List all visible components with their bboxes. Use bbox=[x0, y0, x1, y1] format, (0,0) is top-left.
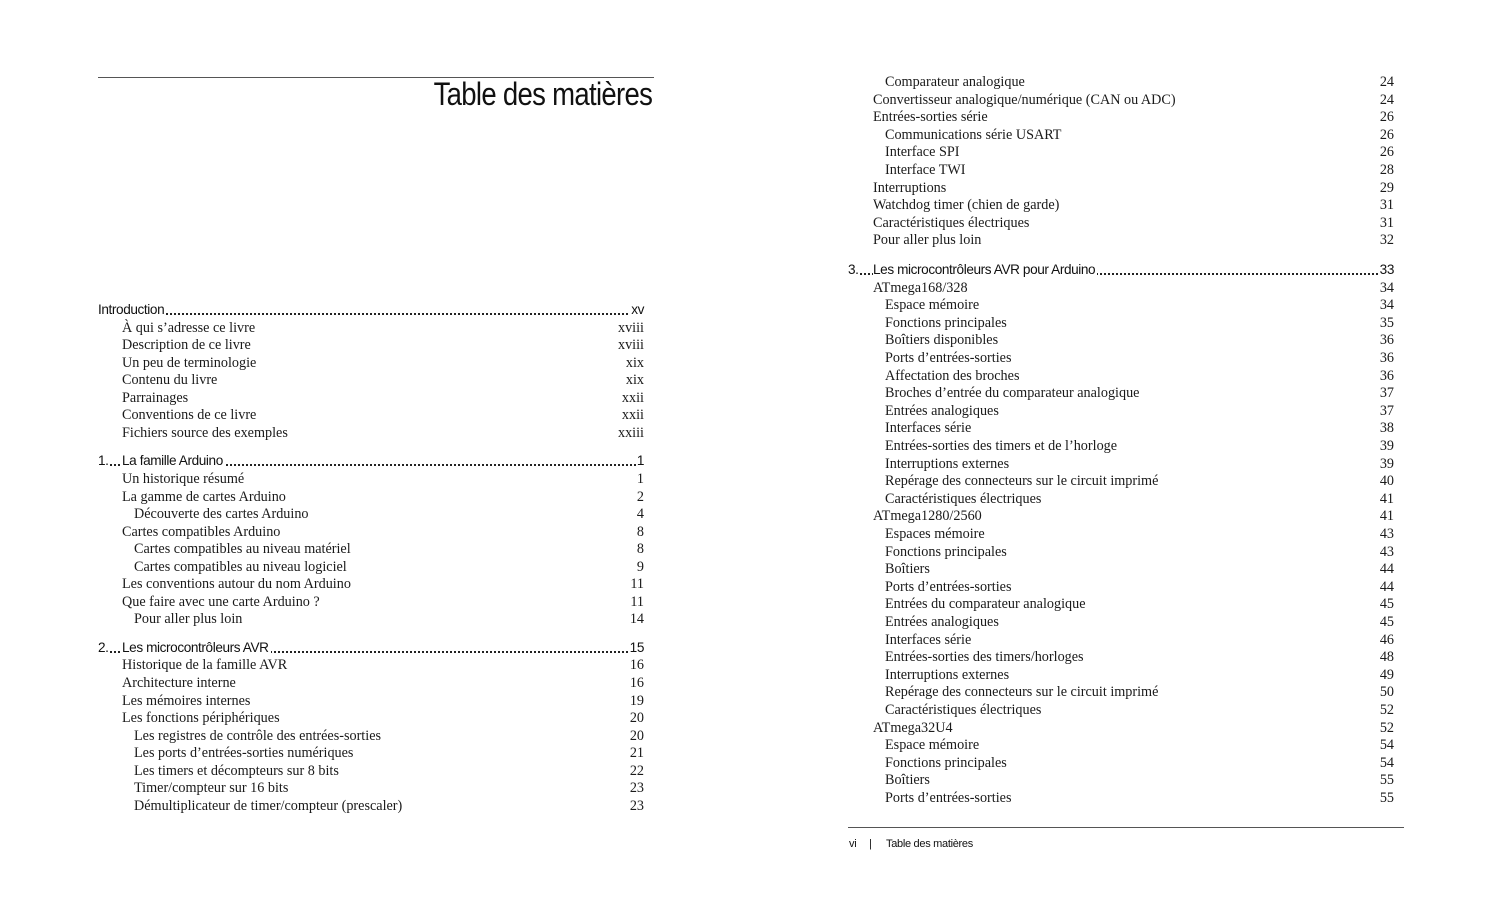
toc-entry-page: xix bbox=[625, 372, 644, 389]
toc-entry-page: 22 bbox=[629, 762, 644, 779]
toc-entry-label: Entrées du comparateur analogique bbox=[885, 596, 1086, 613]
toc-entry-subsection[interactable] bbox=[885, 161, 1394, 179]
toc-entry-page: 24 bbox=[1379, 74, 1394, 90]
toc-entry-label: Fonctions principales bbox=[885, 543, 1007, 560]
toc-entry-subsection[interactable] bbox=[885, 701, 1394, 719]
toc-entry-label: Convertisseur analogique/numérique (CAN ou ADC) bbox=[873, 91, 1176, 108]
toc-entry-label: Ports d’entrées-sorties bbox=[885, 578, 1012, 595]
toc-entry-section[interactable] bbox=[122, 593, 644, 611]
toc-entry-page: 20 bbox=[629, 710, 644, 727]
toc-entry-subsection[interactable] bbox=[885, 666, 1394, 684]
toc-entry-section[interactable] bbox=[122, 424, 644, 442]
toc-entry-section[interactable] bbox=[873, 108, 1394, 126]
toc-entry-page: 55 bbox=[1379, 790, 1394, 806]
footer-rule bbox=[848, 827, 1404, 828]
footer-running-title: Table des matières bbox=[886, 838, 973, 850]
toc-entry-section[interactable] bbox=[873, 279, 1394, 297]
toc-entry-page: 52 bbox=[1379, 702, 1394, 718]
toc-entry-label: Interruptions externes bbox=[885, 666, 1010, 683]
toc-entry-label: Ports d’entrées-sorties bbox=[885, 350, 1012, 366]
toc-entry-subsection[interactable] bbox=[885, 384, 1394, 402]
chapter-number: 2. bbox=[98, 639, 109, 655]
toc-entry-subsection[interactable] bbox=[885, 455, 1394, 473]
toc-entry-label: Démultiplicateur de timer/compteur (prescaler) bbox=[134, 797, 403, 814]
toc-entry-label: Les conventions autour du nom Arduino bbox=[122, 576, 351, 593]
chapter-number: 3. bbox=[848, 262, 859, 277]
toc-entry-label: ATmega32U4 bbox=[873, 719, 953, 736]
toc-entry-section[interactable] bbox=[873, 196, 1394, 214]
toc-entry-label: Watchdog timer (chien de garde) bbox=[873, 197, 1060, 214]
toc-entry-page: 44 bbox=[1379, 578, 1394, 595]
toc-entry-label: Caractéristiques électriques bbox=[885, 702, 1042, 718]
toc-entry-subsection[interactable] bbox=[885, 683, 1394, 701]
toc-entry-page: xviii bbox=[617, 337, 644, 354]
toc-entry-label: Que faire avec une carte Arduino ? bbox=[122, 593, 320, 610]
toc-entry-page: xxii bbox=[621, 407, 644, 424]
toc-entry-chapter[interactable] bbox=[98, 452, 644, 470]
toc-entry-label: Espaces mémoire bbox=[885, 526, 985, 542]
toc-entry-section[interactable] bbox=[122, 470, 644, 488]
toc-entry-page: 26 bbox=[1379, 126, 1394, 143]
toc-entry-page: 8 bbox=[636, 523, 644, 540]
toc-entry-chapter[interactable] bbox=[848, 261, 1394, 279]
toc-entry-subsection[interactable] bbox=[885, 543, 1394, 561]
toc-entry-label: Interface TWI bbox=[885, 162, 966, 178]
toc-entry-section[interactable] bbox=[873, 179, 1394, 197]
toc-entry-page: 46 bbox=[1379, 631, 1394, 648]
toc-entry-page: 31 bbox=[1379, 197, 1394, 214]
toc-entry-label: Fonctions principales bbox=[885, 314, 1007, 331]
toc-entry-page: xv bbox=[631, 302, 644, 317]
toc-entry-page: xxiii bbox=[617, 424, 644, 441]
toc-entry-subsection[interactable] bbox=[885, 349, 1394, 367]
toc-entry-label: Les microcontrôleurs AVR pour Arduino bbox=[873, 262, 1096, 277]
toc-entry-page: 32 bbox=[1379, 232, 1394, 249]
toc-entry-label: Entrées-sorties série bbox=[873, 109, 988, 126]
toc-entry-subsection[interactable] bbox=[885, 296, 1394, 314]
toc-entry-page: 36 bbox=[1379, 332, 1394, 349]
toc-entry-page: 34 bbox=[1379, 297, 1394, 314]
leader-dots bbox=[98, 313, 644, 315]
toc-entry-page: 26 bbox=[1379, 144, 1394, 161]
toc-entry-page: 23 bbox=[629, 797, 644, 814]
page-title: Table des matières bbox=[433, 76, 652, 112]
toc-entry-label: Parrainages bbox=[122, 389, 189, 406]
toc-entry-subsection[interactable] bbox=[885, 419, 1394, 437]
toc-entry-subsection[interactable] bbox=[134, 797, 644, 815]
toc-entry-label: Ports d’entrées-sorties bbox=[885, 790, 1012, 806]
toc-entry-page: 36 bbox=[1379, 367, 1394, 384]
toc-entry-page: 1 bbox=[636, 453, 644, 469]
toc-entry-subsection[interactable] bbox=[885, 402, 1394, 420]
toc-entry-subsection[interactable] bbox=[134, 762, 644, 780]
toc-entry-section[interactable] bbox=[122, 656, 644, 674]
toc-entry-label: Cartes compatibles au niveau logiciel bbox=[134, 558, 347, 575]
toc-entry-page: 35 bbox=[1379, 314, 1394, 331]
toc-entry-subsection[interactable] bbox=[885, 595, 1394, 613]
toc-entry-subsection[interactable] bbox=[134, 540, 644, 558]
toc-entry-subsection[interactable] bbox=[885, 126, 1394, 144]
toc-entry-subsection[interactable] bbox=[885, 525, 1394, 543]
toc-entry-page: 43 bbox=[1379, 543, 1394, 560]
toc-entry-subsection[interactable] bbox=[885, 472, 1394, 490]
toc-entry-label: Les mémoires internes bbox=[122, 692, 251, 709]
toc-entry-subsection[interactable] bbox=[885, 314, 1394, 332]
toc-entry-page: 40 bbox=[1379, 473, 1394, 490]
toc-entry-page: 29 bbox=[1379, 179, 1394, 196]
toc-entry-page: 15 bbox=[629, 639, 644, 655]
toc-entry-subsection[interactable] bbox=[885, 578, 1394, 596]
toc-entry-page: 37 bbox=[1379, 402, 1394, 419]
toc-entry-label: Un historique résumé bbox=[122, 470, 245, 487]
toc-entry-page: 54 bbox=[1379, 737, 1394, 754]
toc-entry-section[interactable] bbox=[873, 719, 1394, 737]
toc-entry-page: 37 bbox=[1379, 385, 1394, 402]
toc-entry-label: Interruptions externes bbox=[885, 455, 1010, 472]
toc-entry-label: Boîtiers bbox=[885, 561, 930, 578]
toc-entry-page: 2 bbox=[636, 488, 644, 505]
toc-entry-page: 48 bbox=[1379, 649, 1394, 666]
toc-entry-label: Introduction bbox=[98, 302, 165, 317]
toc-entry-label: Description de ce livre bbox=[122, 337, 251, 354]
toc-entry-label: Comparateur analogique bbox=[885, 74, 1025, 90]
toc-entry-subsection[interactable] bbox=[134, 558, 644, 576]
toc-entry-label: Les microcontrôleurs AVR bbox=[122, 639, 269, 655]
toc-entry-page: 16 bbox=[629, 675, 644, 691]
toc-entry-label: Un peu de terminologie bbox=[122, 354, 257, 371]
toc-entry-subsection[interactable] bbox=[885, 367, 1394, 385]
toc-entry-section[interactable] bbox=[122, 575, 644, 593]
toc-entry-section[interactable] bbox=[122, 389, 644, 407]
toc-entry-page: 24 bbox=[1379, 91, 1394, 108]
toc-entry-label: Interruptions bbox=[873, 179, 947, 196]
toc-entry-label: Cartes compatibles au niveau matériel bbox=[134, 541, 351, 558]
toc-entry-section[interactable] bbox=[122, 488, 644, 506]
toc-entry-subsection[interactable] bbox=[885, 754, 1394, 772]
toc-entry-label: Espace mémoire bbox=[885, 297, 980, 314]
toc-entry-page: 38 bbox=[1379, 420, 1394, 437]
footer-separator: | bbox=[869, 838, 872, 850]
toc-entry-page: 16 bbox=[629, 657, 644, 674]
toc-entry-page: 41 bbox=[1379, 490, 1394, 507]
toc-entry-page: 36 bbox=[1379, 350, 1394, 366]
toc-entry-subsection[interactable] bbox=[885, 143, 1394, 161]
toc-entry-subsection[interactable] bbox=[134, 610, 644, 628]
toc-entry-page: 39 bbox=[1379, 438, 1394, 454]
toc-entry-page: 50 bbox=[1379, 684, 1394, 701]
toc-entry-label: Interfaces série bbox=[885, 631, 972, 648]
toc-entry-subsection[interactable] bbox=[134, 505, 644, 523]
toc-entry-label: Historique de la famille AVR bbox=[122, 657, 288, 674]
toc-entry-page: 34 bbox=[1379, 279, 1394, 296]
toc-entry-page: 54 bbox=[1379, 754, 1394, 771]
toc-entry-label: ATmega1280/2560 bbox=[873, 508, 982, 525]
toc-entry-section[interactable] bbox=[122, 692, 644, 710]
toc-entry-section[interactable] bbox=[122, 371, 644, 389]
toc-entry-label: Boîtiers bbox=[885, 772, 930, 789]
toc-entry-label: Les timers et décompteurs sur 8 bits bbox=[134, 762, 339, 779]
toc-entry-label: La gamme de cartes Arduino bbox=[122, 488, 286, 505]
toc-entry-subsection[interactable] bbox=[885, 73, 1394, 91]
toc-entry-label: Broches d’entrée du comparateur analogique bbox=[885, 385, 1140, 402]
toc-entry-label: Les registres de contrôle des entrées-sorties bbox=[134, 727, 382, 744]
toc-entry-label: Fichiers source des exemples bbox=[122, 424, 288, 441]
toc-entry-page: 1 bbox=[636, 470, 644, 487]
toc-entry-page: 4 bbox=[636, 506, 644, 523]
toc-entry-page: 39 bbox=[1379, 455, 1394, 472]
toc-entry-label: Affectation des broches bbox=[885, 367, 1020, 384]
toc-entry-label: Pour aller plus loin bbox=[134, 611, 243, 628]
toc-entry-chapter[interactable] bbox=[98, 301, 644, 319]
toc-entry-label: Caractéristiques électriques bbox=[873, 214, 1030, 231]
toc-entry-label: Découverte des cartes Arduino bbox=[134, 506, 309, 523]
toc-entry-label: Boîtiers disponibles bbox=[885, 332, 999, 349]
toc-entry-page: 41 bbox=[1379, 508, 1394, 525]
toc-entry-label: Espace mémoire bbox=[885, 737, 980, 754]
toc-entry-label: ATmega168/328 bbox=[873, 279, 968, 296]
toc-entry-section[interactable] bbox=[873, 214, 1394, 232]
toc-entry-page: 19 bbox=[629, 692, 644, 709]
toc-entry-label: Fonctions principales bbox=[885, 754, 1007, 771]
toc-entry-label: Entrées analogiques bbox=[885, 402, 999, 419]
toc-entry-section[interactable] bbox=[122, 709, 644, 727]
toc-entry-subsection[interactable] bbox=[885, 331, 1394, 349]
toc-entry-label: Interface SPI bbox=[885, 144, 960, 161]
toc-entry-subsection[interactable] bbox=[885, 736, 1394, 754]
toc-entry-label: Conventions de ce livre bbox=[122, 407, 257, 424]
toc-entry-subsection[interactable] bbox=[885, 631, 1394, 649]
toc-entry-label: Cartes compatibles Arduino bbox=[122, 523, 281, 540]
toc-entry-section[interactable] bbox=[122, 319, 644, 337]
toc-entry-subsection[interactable] bbox=[134, 727, 644, 745]
toc-entry-chapter[interactable] bbox=[98, 639, 644, 657]
toc-entry-label: Contenu du livre bbox=[122, 372, 218, 389]
toc-entry-section[interactable] bbox=[122, 406, 644, 424]
toc-entry-section[interactable] bbox=[873, 231, 1394, 249]
toc-entry-section[interactable] bbox=[122, 523, 644, 541]
toc-entry-page: 8 bbox=[636, 541, 644, 558]
toc-entry-page: 20 bbox=[629, 727, 644, 744]
toc-entry-page: 31 bbox=[1379, 214, 1394, 231]
toc-entry-label: Interfaces série bbox=[885, 420, 972, 437]
chapter-number: 1. bbox=[98, 453, 109, 469]
toc-entry-page: 55 bbox=[1379, 772, 1394, 789]
toc-entry-subsection[interactable] bbox=[885, 437, 1394, 455]
toc-entry-label: Pour aller plus loin bbox=[873, 232, 982, 249]
toc-entry-subsection[interactable] bbox=[134, 779, 644, 797]
toc-entry-page: 43 bbox=[1379, 526, 1394, 542]
toc-entry-page: 23 bbox=[629, 780, 644, 797]
toc-entry-page: xviii bbox=[617, 319, 644, 336]
toc-entry-subsection[interactable] bbox=[885, 648, 1394, 666]
toc-entry-page: 33 bbox=[1379, 262, 1394, 277]
toc-entry-section[interactable] bbox=[122, 354, 644, 372]
toc-entry-page: xix bbox=[625, 354, 644, 371]
toc-entry-label: Les ports d’entrées-sorties numériques bbox=[134, 745, 354, 762]
toc-entry-section[interactable] bbox=[122, 674, 644, 692]
toc-entry-label: La famille Arduino bbox=[122, 453, 223, 469]
toc-entry-page: 11 bbox=[630, 576, 644, 593]
toc-entry-page: 14 bbox=[629, 611, 644, 628]
toc-entry-label: Timer/compteur sur 16 bits bbox=[134, 780, 289, 797]
toc-entry-subsection[interactable] bbox=[885, 560, 1394, 578]
footer-page-number: vi bbox=[849, 838, 857, 850]
toc-entry-label: Communications série USART bbox=[885, 126, 1062, 143]
toc-entry-section[interactable] bbox=[873, 91, 1394, 109]
toc-entry-subsection[interactable] bbox=[885, 789, 1394, 807]
toc-entry-page: 45 bbox=[1379, 614, 1394, 630]
toc-entry-label: Entrées-sorties des timers et de l’horloge bbox=[885, 438, 1118, 454]
toc-entry-label: À qui s’adresse ce livre bbox=[122, 319, 256, 336]
toc-entry-subsection[interactable] bbox=[885, 771, 1394, 789]
toc-entry-section[interactable] bbox=[122, 336, 644, 354]
toc-entry-subsection[interactable] bbox=[885, 613, 1394, 631]
toc-entry-page: 45 bbox=[1379, 596, 1394, 613]
toc-entry-label: Architecture interne bbox=[122, 675, 236, 691]
toc-entry-label: Entrées analogiques bbox=[885, 614, 999, 630]
toc-entry-subsection[interactable] bbox=[885, 490, 1394, 508]
toc-entry-label: Repérage des connecteurs sur le circuit imprimé bbox=[885, 473, 1159, 490]
toc-entry-page: 49 bbox=[1379, 666, 1394, 683]
toc-entry-page: 52 bbox=[1379, 719, 1394, 736]
toc-entry-page: 26 bbox=[1379, 109, 1394, 126]
toc-entry-label: Entrées-sorties des timers/horloges bbox=[885, 649, 1084, 666]
toc-entry-label: Les fonctions périphériques bbox=[122, 710, 280, 727]
toc-entry-page: xxii bbox=[621, 389, 644, 406]
toc-entry-page: 21 bbox=[629, 745, 644, 762]
toc-entry-label: Repérage des connecteurs sur le circuit imprimé bbox=[885, 684, 1159, 701]
toc-entry-label: Caractéristiques électriques bbox=[885, 490, 1042, 507]
toc-entry-page: 11 bbox=[630, 593, 644, 610]
toc-entry-page: 44 bbox=[1379, 561, 1394, 578]
toc-entry-page: 28 bbox=[1379, 162, 1394, 178]
toc-entry-page: 9 bbox=[636, 558, 644, 575]
toc-entry-subsection[interactable] bbox=[134, 744, 644, 762]
toc-entry-section[interactable] bbox=[873, 507, 1394, 525]
